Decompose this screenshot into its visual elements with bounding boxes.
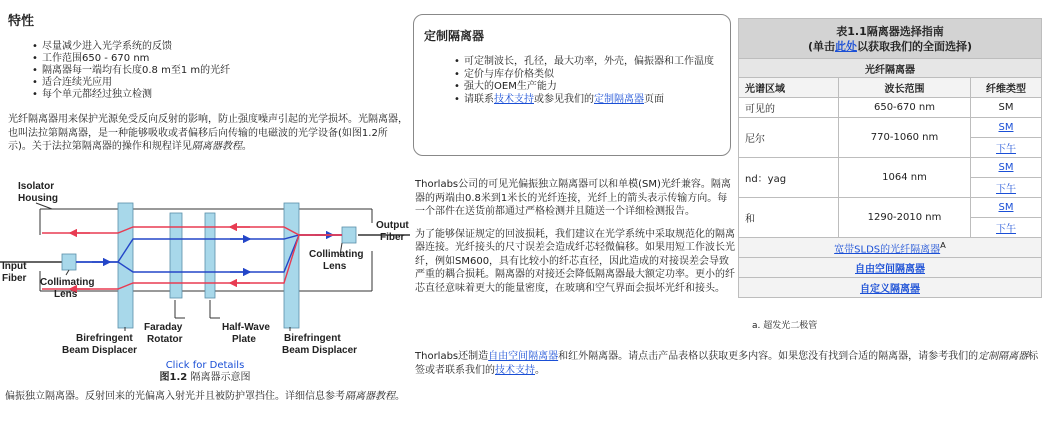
column-header-region: 光谱区域 <box>739 78 839 98</box>
diagram-description-italic: 隔离器教程 <box>345 391 395 402</box>
features-paragraph <box>8 113 408 154</box>
fiber-type-link[interactable]: 下午 <box>996 144 1016 155</box>
list-item: • 尽量减少进入光学系统的反馈 <box>32 41 408 53</box>
free-space-table-link[interactable]: 自由空间隔离器 <box>855 264 925 275</box>
list-item: • 可定制波长，孔径，最大功率，外壳，偏振器和工作温度 <box>454 56 720 69</box>
label-faraday-1: Faraday <box>144 322 183 333</box>
label-halfwave-2: Plate <box>232 334 256 345</box>
figure-number: 图1.2 <box>159 372 188 383</box>
fiber-type-link[interactable]: SM <box>998 122 1014 133</box>
table-row <box>739 198 1042 218</box>
selection-guide-table <box>738 18 1042 298</box>
table-title: 表1.1隔离器选择指南 <box>836 24 944 38</box>
range-cell: 1064 nm <box>839 158 971 198</box>
label-input-fiber-1: Input <box>2 261 27 272</box>
features-paragraph-italic: 隔离器教程 <box>191 141 242 152</box>
label-coll-left-2: Lens <box>54 289 78 300</box>
features-section <box>8 10 408 154</box>
bottom-italic: 定制隔离器 <box>978 351 1029 362</box>
fiber-type-link[interactable]: 下午 <box>996 184 1016 195</box>
table-link-row <box>739 258 1042 278</box>
fiber-type-link[interactable]: 下午 <box>996 224 1016 235</box>
features-list <box>32 41 408 101</box>
range-cell: 650-670 nm <box>839 98 971 118</box>
fiber-type-link[interactable]: SM <box>998 162 1014 173</box>
label-coll-right-1: Collimating <box>309 249 364 260</box>
bottom-suffix: 。 <box>535 364 545 376</box>
table-subtitle-suffix: 以获取我们的全面选择) <box>857 39 973 53</box>
table-row <box>739 98 1042 118</box>
bottom-prefix: Thorlabs还制造 <box>415 351 489 362</box>
description-section <box>415 178 735 304</box>
diagram-caption <box>0 360 410 384</box>
label-output-fiber-1: Output <box>376 220 409 231</box>
table-subtitle-prefix: (单击 <box>807 39 835 53</box>
label-bire-right-1: Birefringent <box>284 333 341 344</box>
range-cell: 1290-2010 nm <box>839 198 971 238</box>
table-section-header: 光纤隔离器 <box>739 59 1042 78</box>
custom-table-link[interactable]: 自定义隔离器 <box>860 284 920 295</box>
bottom-mid: 和红外隔离器。请点击产品表格以获取更多内容。如果您没有找到合适的隔离器，请参考我们的 <box>558 351 979 362</box>
table-link-row <box>739 238 1042 258</box>
label-faraday-2: Rotator <box>147 334 183 345</box>
bottom-mid2: 标签或者联系我们的 <box>415 351 1039 376</box>
contact-mid: 或参见我们的 <box>534 93 594 105</box>
sld-isolator-link[interactable]: 宽带SLDS的光纤隔离器 <box>834 244 941 256</box>
description-paragraph-1: Thorlabs公司的可见光偏振独立隔离器可以和单模(SM)光纤兼容。隔离器的两端由0.8米到1米长的光纤连接，光纤上的箭头表示传输方向。每一个部件在送货前都通过严格检测并且随送一个详细检测报告。 <box>415 179 731 217</box>
free-space-isolator-link[interactable]: 自由空间隔离器 <box>488 351 559 362</box>
list-item <box>454 94 720 107</box>
custom-isolator-title: 定制隔离器 <box>424 29 485 43</box>
label-bire-right-2: Beam Displacer <box>282 345 358 356</box>
region-cell: nd：yag <box>739 158 839 198</box>
figure-title: 隔离器示意图 <box>187 372 251 383</box>
label-output-fiber-2: Fiber <box>380 232 405 243</box>
column-header-type: 纤维类型 <box>971 78 1042 98</box>
region-cell: 可见的 <box>739 98 839 118</box>
bottom-paragraph <box>415 350 1043 377</box>
label-bire-left-2: Beam Displacer <box>62 345 138 356</box>
list-item: • 隔离器每一端均有长度0.8 m至1 m的光纤 <box>32 65 408 77</box>
table-link-row <box>739 278 1042 298</box>
label-isolator-housing-2: Housing <box>18 193 58 204</box>
label-input-fiber-2: Fiber <box>2 273 27 284</box>
label-isolator-housing-1: Isolator <box>18 181 55 192</box>
fiber-type-link[interactable]: SM <box>998 202 1014 213</box>
column-header-range: 波长范围 <box>839 78 971 98</box>
bottom-tech-support-link[interactable]: 技术支持 <box>495 364 535 376</box>
list-item: • 强大的OEM生产能力 <box>454 81 720 94</box>
diagram-description-end: 。 <box>395 391 405 402</box>
list-item: • 每个单元都经过独立检测 <box>32 89 408 101</box>
label-bire-left-1: Birefringent <box>76 333 133 344</box>
click-for-details-link[interactable]: Click for Details <box>165 360 245 371</box>
label-coll-right-2: Lens <box>323 261 347 272</box>
tech-support-link[interactable]: 技术支持 <box>494 93 534 105</box>
region-cell: 尼尔 <box>739 118 839 158</box>
range-cell: 770-1060 nm <box>839 118 971 158</box>
features-paragraph-text: 光纤隔离器用来保护光源免受反向反射的影响，防止强度噪声引起的光学损坏。光隔离器，也叫法拉第隔离器，是一种能够吸收或者偏移后向传输的电磁波的光学设备(如图1.2所示)。关于法拉第隔离器的操作和规程详见 <box>8 114 408 152</box>
diagram-description <box>0 390 410 403</box>
diagram-description-text: 偏振独立隔离器。反射回来的光偏离入射光并且被防护罩挡住。详细信息参考 <box>5 391 345 402</box>
table-row <box>739 158 1042 178</box>
features-title: 特性 <box>8 14 35 29</box>
table-footnote: a. 超发光二极管 <box>752 321 818 331</box>
label-halfwave-1: Half-Wave <box>222 322 270 333</box>
type-cell: SM <box>971 98 1042 118</box>
custom-isolator-box <box>413 14 731 156</box>
list-item: • 定价与库存价格类似 <box>454 69 720 82</box>
custom-isolator-list <box>454 56 720 106</box>
features-paragraph-end: 。 <box>241 141 252 152</box>
full-selection-link[interactable]: 此处 <box>835 39 857 53</box>
region-cell: 和 <box>739 198 839 238</box>
footnote-marker: A <box>940 239 946 250</box>
table-header <box>739 19 1042 59</box>
table-subtitle <box>739 39 1041 54</box>
description-paragraph-2: 为了能够保证规定的回波损耗，我们建议在光学系统中采取规范化的隔离器连接。光纤接头的尺寸误差会造成纤芯轻微偏移。如果用短工作波长光纤，例如SM600，具有比较小的纤芯直径，因此造成的对接误差会导致严重的耦合损耗。隔离器的对接还会降低隔离器最大额定功率。更小的纤芯直径意味着更大的能量密度，在玻璃和空气界面会损坏光纤和接头。 <box>415 228 735 294</box>
isolator-diagram[interactable] <box>0 175 410 365</box>
label-coll-left-1: Collimating <box>40 277 95 288</box>
custom-isolator-link[interactable]: 定制隔离器 <box>594 93 644 105</box>
table-row <box>739 118 1042 138</box>
components <box>62 203 356 328</box>
contact-suffix: 页面 <box>644 93 664 105</box>
list-item: • 工作范围650 - 670 nm <box>32 53 408 65</box>
list-item: • 适合连续光应用 <box>32 77 408 89</box>
contact-prefix: 请联系 <box>464 93 494 105</box>
